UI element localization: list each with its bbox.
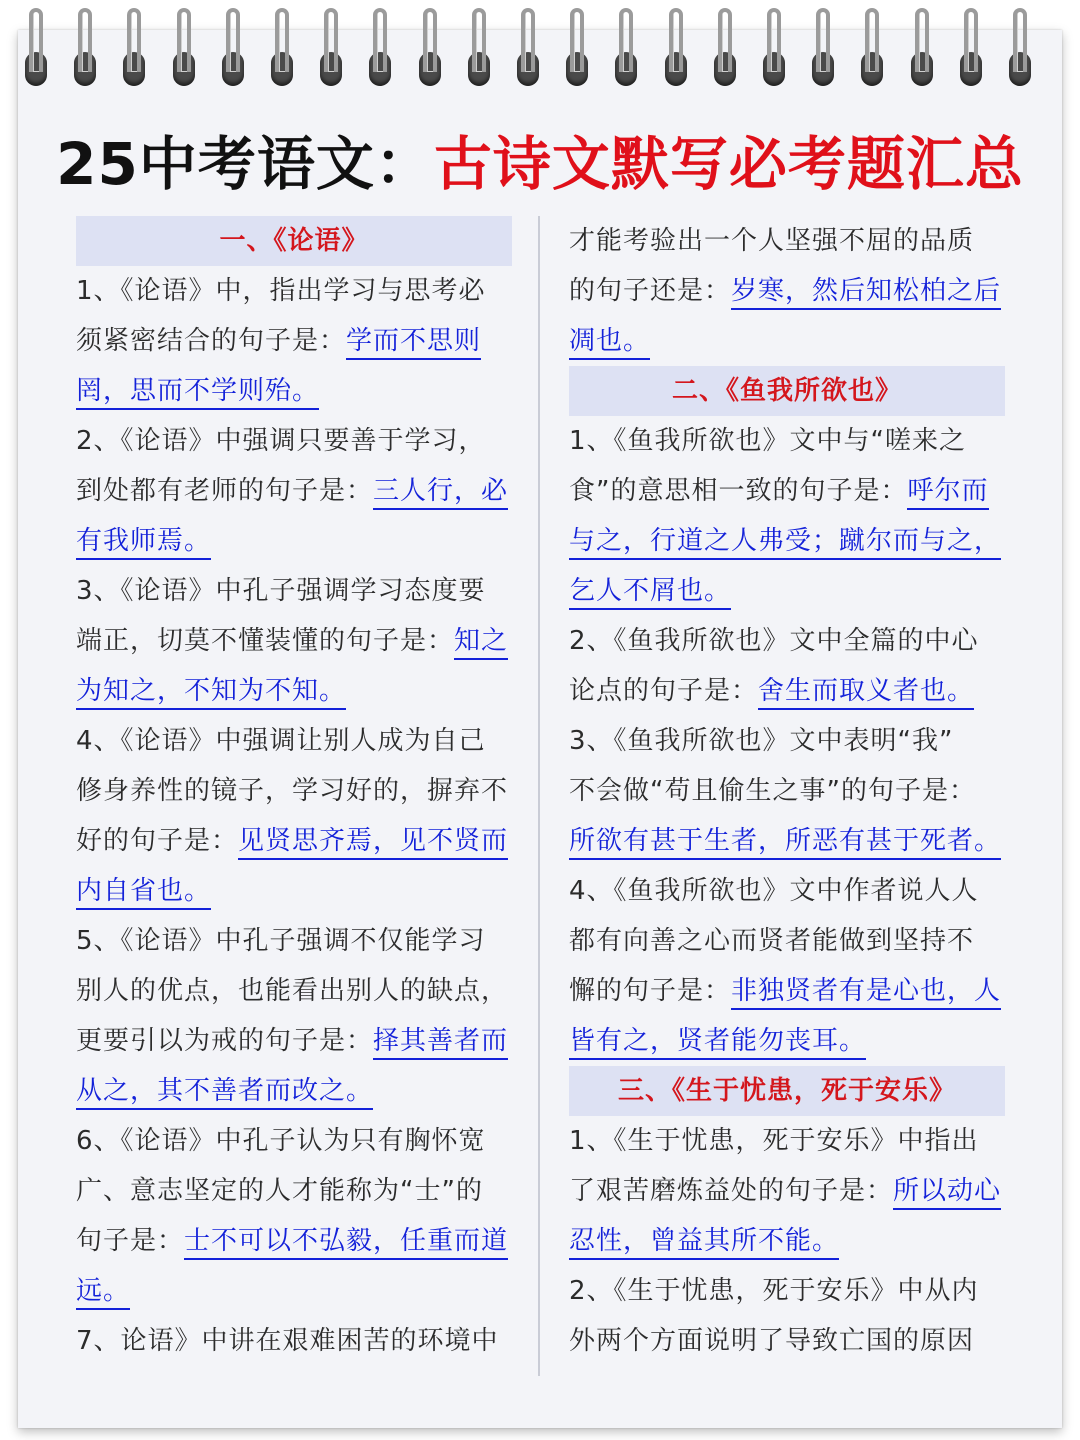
- binding-ring: [959, 8, 983, 86]
- question-text: 论点的句子是：: [569, 676, 759, 706]
- question-text: 1、《鱼我所欲也》文中与“嗟来之: [569, 426, 967, 456]
- text-line: [76, 1116, 512, 1166]
- text-line: [76, 1066, 512, 1116]
- answer-text: 所欲有甚于生者，所恶有甚于死者。: [569, 826, 1001, 860]
- answer-text: 岁寒，然后知松柏之后: [731, 276, 1001, 310]
- answer-text: 远。: [76, 1276, 130, 1310]
- question-text: 不会做“苟且偷生之事”的句子是：: [569, 776, 976, 806]
- text-line: [569, 716, 1005, 766]
- binding-ring: [565, 8, 589, 86]
- answer-text: 学而不思则: [346, 326, 481, 360]
- text-line: [76, 416, 512, 466]
- answer-text: 为知之，不知为不知。: [76, 676, 346, 710]
- answer-text: 与之，行道之人弗受；蹴尔而与之，: [569, 526, 1001, 560]
- text-line: [569, 216, 1005, 266]
- column-divider: [538, 216, 540, 1376]
- text-line: [76, 716, 512, 766]
- question-text: 2、《生于忧患，死于安乐》中从内: [569, 1276, 979, 1306]
- binding-ring: [24, 8, 48, 86]
- text-line: [76, 1316, 512, 1366]
- answer-text: 士不可以不弘毅，任重而道: [184, 1226, 508, 1260]
- question-text: 句子是：: [76, 1226, 185, 1256]
- question-text: 2、《鱼我所欲也》文中全篇的中心: [569, 626, 979, 656]
- binding-ring: [172, 8, 196, 86]
- answer-text: 内自省也。: [76, 876, 211, 910]
- binding-ring: [73, 8, 97, 86]
- binding-ring: [860, 8, 884, 86]
- binding-ring: [467, 8, 491, 86]
- binding-ring: [319, 8, 343, 86]
- answer-text: 有我师焉。: [76, 526, 211, 560]
- question-text: 端正，切莫不懂装懂的句子是：: [76, 626, 455, 656]
- question-text: 到处都有老师的句子是：: [76, 476, 374, 506]
- answer-text: 非独贤者有是心也，人: [731, 976, 1001, 1010]
- question-text: 外两个方面说明了导致亡国的原因: [569, 1326, 975, 1356]
- question-text: 1、《论语》中，指出学习与思考必: [76, 276, 486, 306]
- text-line: [569, 916, 1005, 966]
- text-line: [569, 816, 1005, 866]
- text-line: [569, 966, 1005, 1016]
- question-text: 都有向善之心而贤者能做到坚持不: [569, 926, 975, 956]
- text-line: [569, 1316, 1005, 1366]
- question-text: 3、《论语》中孔子强调学习态度要: [76, 576, 486, 606]
- text-line: [569, 1016, 1005, 1066]
- text-line: [569, 466, 1005, 516]
- text-line: [569, 866, 1005, 916]
- answer-text: 见贤思齐焉，见不贤而: [238, 826, 508, 860]
- question-text: 7、论语》中讲在艰难困苦的环境中: [76, 1326, 499, 1356]
- section-heading: 二、《鱼我所欲也》: [569, 366, 1005, 416]
- text-line: [76, 366, 512, 416]
- question-text: 4、《鱼我所欲也》文中作者说人人: [569, 876, 979, 906]
- answer-text: 择其善者而: [373, 1026, 508, 1060]
- text-line: [76, 566, 512, 616]
- page-title: [0, 128, 1080, 200]
- text-line: [76, 466, 512, 516]
- question-text: 修身养性的镜子，学习好的，摒弃不: [76, 776, 509, 806]
- text-line: [76, 1166, 512, 1216]
- binding-ring: [368, 8, 392, 86]
- answer-text: 罔，思而不学则殆。: [76, 376, 319, 410]
- text-line: [569, 666, 1005, 716]
- binding-ring: [910, 8, 934, 86]
- text-line: [76, 516, 512, 566]
- section-heading: 三、《生于忧患，死于安乐》: [569, 1066, 1005, 1116]
- question-text: 了艰苦磨炼益处的句子是：: [569, 1176, 894, 1206]
- title-highlight: 古诗文默写必考题汇总: [433, 130, 1024, 198]
- binding-ring: [762, 8, 786, 86]
- binding-ring: [811, 8, 835, 86]
- question-text: 食”的意思相一致的句子是：: [569, 476, 908, 506]
- text-line: [76, 1216, 512, 1266]
- text-line: [76, 866, 512, 916]
- spiral-binding: [0, 0, 1080, 95]
- binding-ring: [270, 8, 294, 86]
- text-line: [569, 1266, 1005, 1316]
- binding-ring: [713, 8, 737, 86]
- binding-ring: [418, 8, 442, 86]
- answer-text: 知之: [454, 626, 508, 660]
- title-prefix: 25中考语文：: [56, 130, 434, 198]
- answer-text: 乞人不屑也。: [569, 576, 731, 610]
- text-line: [569, 1116, 1005, 1166]
- text-line: [569, 1216, 1005, 1266]
- question-text: 5、《论语》中孔子强调不仅能学习: [76, 926, 486, 956]
- text-line: [76, 666, 512, 716]
- text-line: [569, 1166, 1005, 1216]
- question-text: 6、《论语》中孔子认为只有胸怀宽: [76, 1126, 486, 1156]
- question-text: 2、《论语》中强调只要善于学习，: [76, 426, 486, 456]
- text-line: [569, 566, 1005, 616]
- right-column: [569, 216, 1005, 1366]
- text-line: [76, 1016, 512, 1066]
- text-line: [76, 816, 512, 866]
- text-line: [569, 266, 1005, 316]
- question-text: 才能考验出一个人坚强不屈的品质: [569, 226, 975, 256]
- binding-ring: [221, 8, 245, 86]
- answer-text: 凋也。: [569, 326, 650, 360]
- text-line: [76, 266, 512, 316]
- binding-ring: [614, 8, 638, 86]
- question-text: 1、《生于忧患，死于安乐》中指出: [569, 1126, 979, 1156]
- question-text: 懈的句子是：: [569, 976, 732, 1006]
- answer-text: 所以动心: [893, 1176, 1001, 1210]
- text-line: [76, 966, 512, 1016]
- question-text: 别人的优点，也能看出别人的缺点，: [76, 976, 509, 1006]
- answer-text: 舍生而取义者也。: [758, 676, 974, 710]
- text-line: [76, 766, 512, 816]
- answer-text: 从之，其不善者而改之。: [76, 1076, 373, 1110]
- answer-text: 忍性，曾益其所不能。: [569, 1226, 839, 1260]
- binding-ring: [516, 8, 540, 86]
- text-line: [569, 416, 1005, 466]
- left-column: [76, 216, 512, 1366]
- question-text: 4、《论语》中强调让别人成为自己: [76, 726, 486, 756]
- text-line: [76, 316, 512, 366]
- text-line: [569, 616, 1005, 666]
- answer-text: 呼尔而: [907, 476, 988, 510]
- question-text: 广、意志坚定的人才能称为“士”的: [76, 1176, 483, 1206]
- text-line: [569, 766, 1005, 816]
- text-line: [569, 516, 1005, 566]
- binding-ring: [122, 8, 146, 86]
- question-text: 3、《鱼我所欲也》文中表明“我”: [569, 726, 954, 756]
- answer-text: 三人行，必: [373, 476, 508, 510]
- question-text: 好的句子是：: [76, 826, 239, 856]
- text-line: [76, 916, 512, 966]
- text-line: [569, 316, 1005, 366]
- binding-ring: [1008, 8, 1032, 86]
- binding-ring: [664, 8, 688, 86]
- text-line: [76, 616, 512, 666]
- question-text: 的句子还是：: [569, 276, 732, 306]
- section-heading: 一、《论语》: [76, 216, 512, 266]
- answer-text: 皆有之，贤者能勿丧耳。: [569, 1026, 866, 1060]
- question-text: 须紧密结合的句子是：: [76, 326, 347, 356]
- text-line: [76, 1266, 512, 1316]
- question-text: 更要引以为戒的句子是：: [76, 1026, 374, 1056]
